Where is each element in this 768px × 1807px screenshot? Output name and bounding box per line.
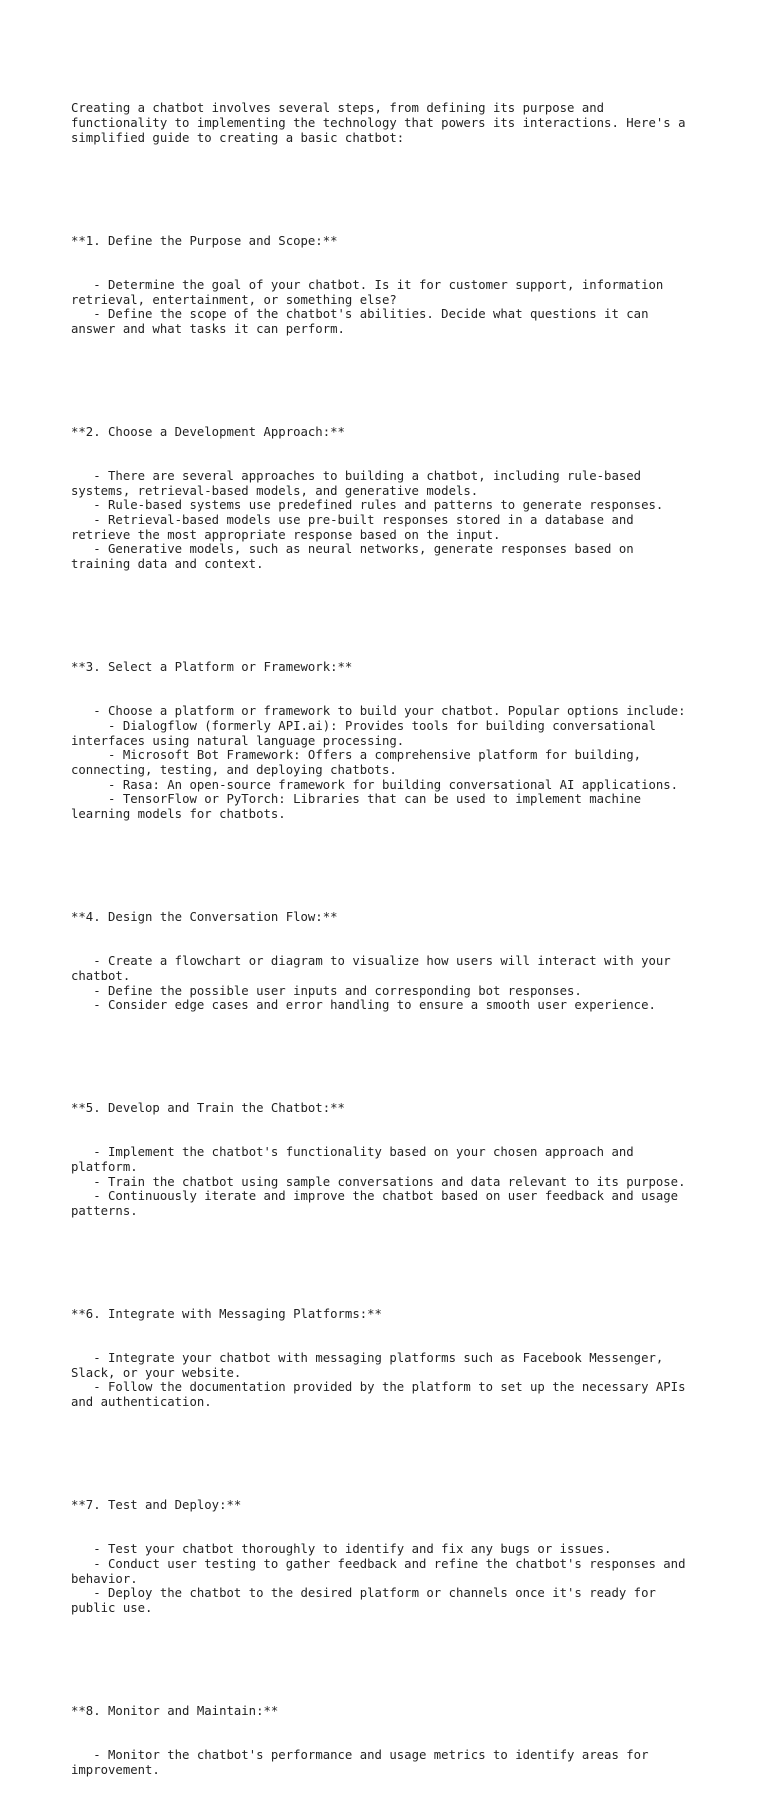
section-5-body: - Implement the chatbot's functionality based on your chosen approach and platform. - Train the chatbot using sample conversations and data relevant to its purpose. - Continuously iterate and improve the chatbot based on user feedback and usage patterns. xyxy=(71,1145,686,1219)
section-4-body: - Create a flowchart or diagram to visualize how users will interact with your chatbot. - Define the possible user inputs and corresponding bot responses. - Consider edge cases and error handling to ensure a smooth user experience. xyxy=(71,954,671,1013)
section-2-heading: **2. Choose a Development Approach:** xyxy=(71,424,345,439)
paragraph-gap xyxy=(71,601,731,616)
paragraph-gap xyxy=(71,366,731,381)
section-8-body: - Monitor the chatbot's performance and usage metrics to identify areas for improvement. xyxy=(71,1748,649,1777)
paragraph-gap xyxy=(71,1248,731,1263)
section-4-heading: **4. Design the Conversation Flow:** xyxy=(71,910,338,925)
paragraph-gap xyxy=(71,851,731,866)
section-3-body: - Choose a platform or framework to build your chatbot. Popular options include: - Dialogflow (formerly API.ai): Provides tools for building conversational interfaces using natural language processing. - Microsoft Bot Framework: Offers a comprehensive platform for building, connecting, testing, and deploying chatbots. - Rasa: An open-source framework for building conversational AI applications. - TensorFlow or PyTorch: Libraries that can be used to implement machine learning models for chatbots. xyxy=(71,704,686,822)
section-3-heading: **3. Select a Platform or Framework:** xyxy=(71,660,353,675)
paragraph-gap xyxy=(71,1042,731,1057)
section-1-body: - Determine the goal of your chatbot. Is it for customer support, information retrieval, entertainment, or something else? - Define the scope of the chatbot's abilities. Decide what questions it can answer and what tasks it can perform. xyxy=(71,277,664,336)
section-2-body: - There are several approaches to building a chatbot, including rule-based systems, retrieval-based models, and generative models. - Rule-based systems use predefined rules and patterns to generate responses. - Retrieval-based models use pre-built responses stored in a database and retrieve the most appropriate response based on the input. - Generative models, such as neural networks, generate responses based on training data and context. xyxy=(71,468,664,572)
section-5-heading: **5. Develop and Train the Chatbot:** xyxy=(71,1101,345,1116)
document-text xyxy=(71,72,731,1807)
paragraph-gap xyxy=(71,1439,731,1454)
section-6-heading: **6. Integrate with Messaging Platforms:** xyxy=(71,1306,382,1321)
section-8-heading: **8. Monitor and Maintain:** xyxy=(71,1703,279,1718)
section-6-body: - Integrate your chatbot with messaging platforms such as Facebook Messenger, Slack, or your website. - Follow the documentation provided by the platform to set up the necessary APIs and authentication. xyxy=(71,1351,686,1410)
section-1-heading: **1. Define the Purpose and Scope:** xyxy=(71,233,338,248)
intro-paragraph: Creating a chatbot involves several steps, from defining its purpose and functionality to implementing the technology that powers its interactions. Here's a simplified guide to creating a basic chatbot: xyxy=(71,101,686,145)
paragraph-gap xyxy=(71,175,731,190)
section-7-heading: **7. Test and Deploy:** xyxy=(71,1498,242,1513)
paragraph-gap xyxy=(71,1645,731,1660)
section-7-body: - Test your chatbot thoroughly to identify and fix any bugs or issues. - Conduct user testing to gather feedback and refine the chatbot's responses and behavior. - Deploy the chatbot to the desired platform or channels once it's ready for public use. xyxy=(71,1542,686,1616)
